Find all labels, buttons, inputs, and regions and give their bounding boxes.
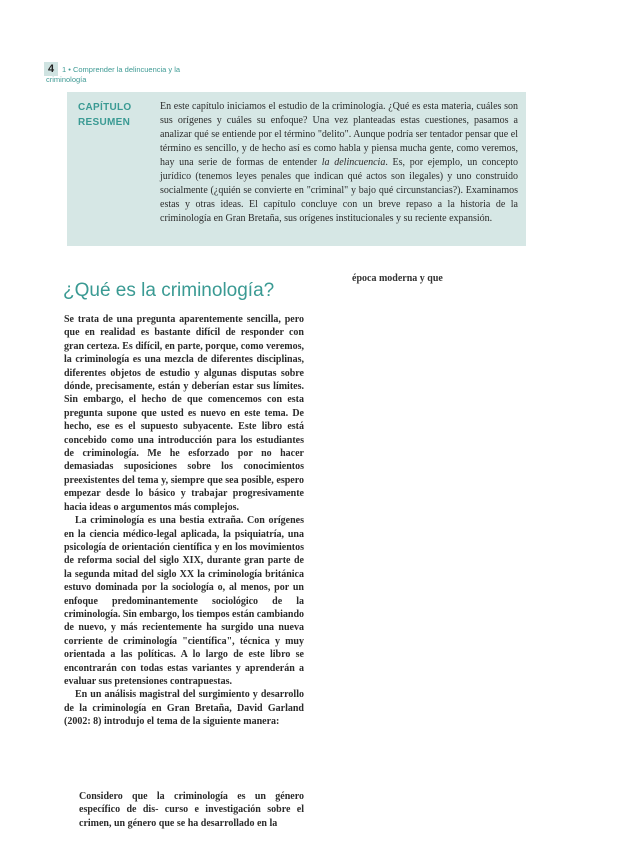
running-head: 1 • Comprender la delincuencia y la criminología bbox=[46, 65, 181, 84]
section-title: ¿Qué es la criminología? bbox=[63, 280, 275, 301]
summary-label-line2: RESUMEN bbox=[78, 117, 131, 128]
summary-text-part2: . Es, por ejemplo, un concepto jurídico (tenemos leyes penales que indican qué actos son ilegales) y uno construido socialmente (¿quién se convierte en "criminal" y bajo qué circunstancias?). Examinamos estas y otras ideas. El capítulo concluye con un breve repaso a la historia de la criminología en Gran Bretaña, sus orígenes institucionales y su reciente expansión. bbox=[160, 157, 519, 224]
summary-label-line1: CAPÍTULO bbox=[78, 102, 132, 113]
body-paragraph: La criminología es una bestia extraña. Con orígenes en la ciencia médico-legal aplicada, la psiquiatría, una psicología de orientación científica y en los movimientos de reforma social del siglo XIX, durante gran parte de la segunda mitad del siglo XX la criminología británica estuvo dominada por la sociología o, al menos, por un enfoque predominantemente sociológico de la criminología. Sin embargo, los tiempos están cambiando de nuevo, y más recientemente ha surgido una nueva corriente de criminología "científica", técnica y muy orientada a las políticas. A lo largo de este libro se encontrarán con todas estas variantes y aprenderán a evaluar sus pretensiones contrapuestas. bbox=[64, 515, 305, 687]
chapter-summary-label bbox=[78, 100, 148, 130]
summary-text-italic: la delincuencia bbox=[321, 157, 386, 168]
body-column bbox=[64, 313, 304, 729]
chapter-summary-text bbox=[160, 100, 518, 226]
body-paragraph: Se trata de una pregunta aparentemente sencilla, pero que en realidad es bastante difícil de responder con gran certeza. Es difícil, en parte, porque, como veremos, la criminología es una mezcla de diferentes disciplinas, diferentes objetos de estudio y algunas disputas sobre dónde, precisamente, están y deberían estar sus límites. Sin embargo, el hecho de que comencemos con esta pregunta supone que usted es nuevo en este tema. De hecho, ese es el supuesto subyacente. Este libro está concebido como una introducción para los estudiantes de criminología. Me he esforzado por no hacer demasiadas suposiciones sobre los conocimientos preexistentes del tema y, siempre que sea posible, espero empezar desde lo básico y trabajar progresivamente hacia ideas o argumentos más complejos. bbox=[64, 314, 304, 513]
summary-text-part1: En este capítulo iniciamos el estudio de la criminología. ¿Qué es esta materia, cuáles son sus orígenes y cuáles su enfoque? Una vez planteadas estas cuestiones, pasamos a analizar qué se entiende por el término "delito". Aunque podría ser tentador pensar que el término es sencillo, y de hecho así es como habla y piensa mucha gente, como veremos, hay una serie de formas de entender bbox=[160, 101, 518, 168]
body-paragraph: En un análisis magistral del surgimiento y desarrollo de la criminología en Gran Bretaña, David Garland (2002: 8) introdujo el tema de la siguiente manera: bbox=[64, 689, 304, 728]
page-number: 4 bbox=[44, 62, 58, 76]
chapter-summary-box bbox=[67, 92, 526, 246]
block-quote: Considero que la criminología es un género específico de dis- curso e investigación sobre el crimen, un género que se ha desarrollado en la bbox=[79, 791, 304, 829]
right-column-text: época moderna y que bbox=[352, 273, 443, 284]
